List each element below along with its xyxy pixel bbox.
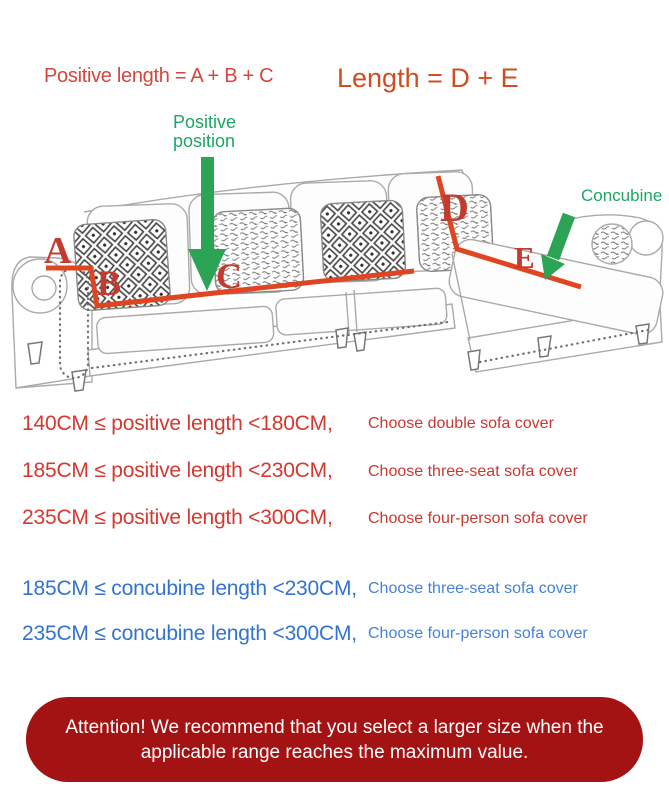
size-row: 235CM ≤ concubine length <300CM, xyxy=(22,622,357,645)
size-recommendation: Choose three-seat sofa cover xyxy=(368,580,578,597)
attention-line2: applicable range reaches the maximum value. xyxy=(140,741,529,763)
label-e: E xyxy=(514,240,535,275)
concubine-label: Concubine xyxy=(581,186,663,205)
positive-position-line2: position xyxy=(173,131,236,151)
label-a: A xyxy=(44,230,72,272)
attention-line1: Attention! We recommend that you select a larger size when the xyxy=(65,716,604,738)
attention-banner xyxy=(26,697,643,782)
size-row: 235CM ≤ positive length <300CM, xyxy=(22,506,333,529)
size-recommendation: Choose double sofa cover xyxy=(368,415,554,432)
positive-length-formula: Positive length = A + B + C xyxy=(44,65,274,87)
size-row: 185CM ≤ positive length <230CM, xyxy=(22,459,333,482)
label-c: C xyxy=(216,256,242,296)
size-recommendation: Choose four-person sofa cover xyxy=(368,510,588,527)
length-formula: Length = D + E xyxy=(337,63,519,93)
size-recommendation: Choose four-person sofa cover xyxy=(368,625,588,642)
size-recommendation: Choose three-seat sofa cover xyxy=(368,463,578,480)
size-row: 185CM ≤ concubine length <230CM, xyxy=(22,577,357,600)
positive-position-line1: Positive xyxy=(173,112,237,132)
size-row: 140CM ≤ positive length <180CM, xyxy=(22,412,333,435)
label-b: B xyxy=(97,263,122,303)
label-d: D xyxy=(440,185,469,230)
